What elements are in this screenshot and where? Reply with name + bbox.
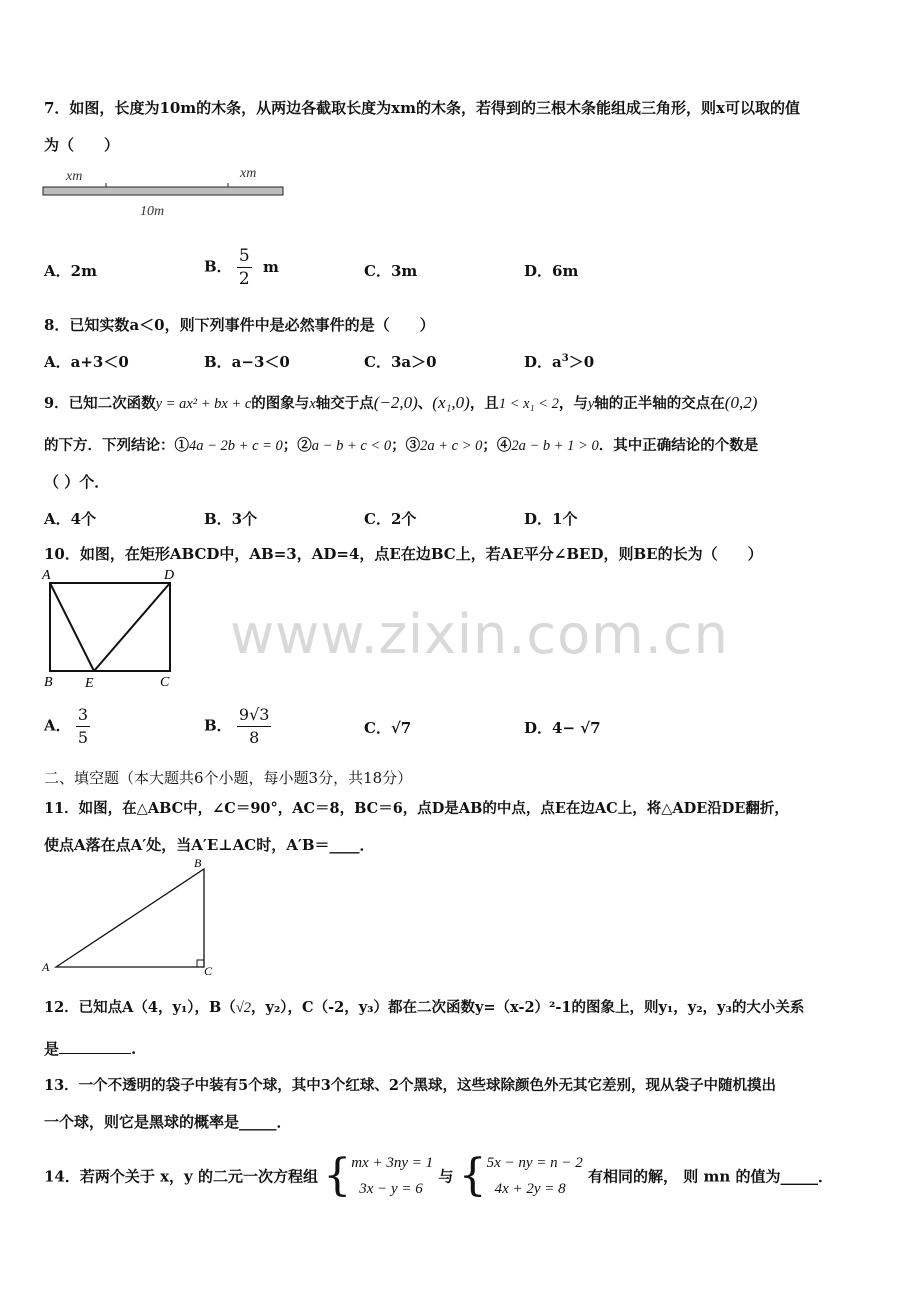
- label-a: A: [42, 960, 50, 974]
- q12-seg: .: [131, 1040, 137, 1058]
- label-c: C: [160, 675, 170, 690]
- q14-system-2-eq2: 4x + 2y = 8: [494, 1181, 566, 1197]
- label-b: B: [194, 856, 202, 870]
- q10-option-d: D．4− √7: [524, 719, 601, 737]
- q8-text: 8．已知实数a＜0，则下列事件中是必然事件的是（ ）: [44, 316, 435, 334]
- q9-seg: 9．已知二次函数: [44, 395, 156, 412]
- label-a: A: [42, 568, 51, 583]
- q9-seg: ；②: [282, 437, 312, 454]
- fraction-numerator: 5: [238, 246, 250, 266]
- fraction-denominator: 8: [249, 728, 260, 747]
- q9-seg: 轴交于点: [315, 395, 374, 412]
- q10-option-b-prefix: B．: [204, 716, 232, 735]
- label-c: C: [204, 964, 213, 978]
- q14-system-2-eq1: 5x − ny = n − 2: [486, 1155, 583, 1171]
- q9-conclusion-1: 4a − 2b + c = 0: [189, 438, 283, 454]
- segment-ae: [50, 583, 94, 671]
- q9-seg: 的图象与: [251, 395, 310, 412]
- q9-inequality: 1 < x₁ < 2: [498, 396, 559, 412]
- q9-seg: ，且: [469, 395, 499, 412]
- right-angle-mark: [197, 960, 204, 967]
- q8-option-d-prefix: D．a: [524, 353, 562, 371]
- q14-system-2-brace: {: [458, 1150, 487, 1201]
- q9-option-a: A．4个: [44, 510, 97, 528]
- q8-option-b: B．a−3＜0: [204, 353, 290, 371]
- q7-option-c: C．3m: [364, 262, 418, 280]
- stick-bar: [43, 187, 283, 195]
- q10-option-c: C．√7: [364, 719, 412, 737]
- triangle-abc: [56, 869, 204, 967]
- q8-option-d-exponent: 3: [561, 353, 569, 364]
- segment-ed: [94, 583, 170, 671]
- q14-system-1: [351, 1150, 433, 1202]
- rectangle-abcd: [50, 583, 170, 671]
- label-e: E: [85, 676, 94, 691]
- q9-conclusion-2: a − b + c < 0: [311, 438, 392, 454]
- q14-text: [44, 1150, 833, 1210]
- q7-option-b: [204, 245, 279, 290]
- q14-seg: 14．若两个关于 x，y 的二元一次方程组: [44, 1167, 318, 1186]
- q12-text-line1: [44, 996, 804, 1017]
- q9-seg: ．其中正确结论的个数是: [598, 437, 759, 454]
- q9-function: y = ax² + bx + c: [155, 396, 252, 412]
- fraction-denominator: 5: [77, 728, 89, 747]
- q7-option-b-unit: m: [262, 257, 279, 276]
- q8-option-d-suffix: ＞0: [568, 353, 595, 371]
- q10-text: 10．如图，在矩形ABCD中，AB=3，AD=4，点E在边BC上，若AE平分∠BED，则BE的长为（ ）: [44, 545, 763, 563]
- q10-option-a-fraction: [76, 704, 90, 749]
- q13-text-line1: 13．一个不透明的袋子中装有5个球，其中3个红球、2个黑球，这些球除颜色外无其它差别，现从袋子中随机摸出: [44, 1077, 776, 1094]
- stick-label-right: xm: [240, 166, 257, 181]
- watermark: www.zixin.com.cn: [230, 603, 729, 666]
- q8-option-a: A．a+3＜0: [44, 353, 129, 371]
- section-2-heading: 二、填空题（本大题共6个小题，每小题3分，共18分）: [44, 769, 413, 787]
- q9-option-c: C．2个: [364, 510, 417, 528]
- q12-text-line2: [44, 1038, 136, 1059]
- q13-text-line2: 一个球，则它是黑球的概率是_____．: [44, 1113, 292, 1131]
- fraction-numerator: 3: [76, 704, 90, 727]
- q9-text-line2: [44, 434, 758, 455]
- q9-seg: 轴的正半轴的交点在: [594, 395, 725, 412]
- q12-seg: ，y₂），C（-2，y₃）都在二次函数y=（x-2）²-1的图象上，则y₁，y₂，y₃的大小关系: [251, 999, 805, 1016]
- q14-system-1-eq2: 3x − y = 6: [359, 1181, 423, 1197]
- q9-point-1: (−2,0): [373, 393, 418, 412]
- q8-option-d: [524, 351, 594, 372]
- q7-option-b-prefix: B．: [204, 257, 232, 276]
- q9-seg: ；④: [482, 437, 512, 454]
- stick-label-bottom: 10m: [140, 204, 165, 219]
- q11-text-line2: 使点A落在点A′处，当A′E⊥AC时，A′B＝____．: [44, 836, 375, 854]
- q7-option-d: D．6m: [524, 262, 579, 280]
- q9-conclusion-4: 2a − b + 1 > 0: [511, 438, 599, 454]
- q14-system-2: [487, 1150, 583, 1202]
- q9-seg: ，与: [558, 395, 588, 412]
- q7-text-line2: 为（ ）: [44, 136, 120, 154]
- q7-option-b-fraction: [237, 245, 252, 290]
- q9-point-3: (0,2): [724, 393, 758, 412]
- q12-seg: 是: [44, 1040, 60, 1058]
- q7-option-a: A．2m: [44, 262, 97, 280]
- q9-conclusion-3: 2a + c > 0: [420, 438, 483, 454]
- q12-sqrt-2: √2: [235, 1000, 252, 1016]
- q10-option-a: [44, 704, 90, 749]
- q9-point-2: (x₁,0): [432, 393, 470, 412]
- q9-text-line1: [44, 392, 757, 413]
- q9-seg: 的下方．下列结论：①: [44, 437, 189, 454]
- q9-y-variable: y: [587, 396, 595, 412]
- q10-option-b: [204, 704, 271, 749]
- q7-text-line1: 7．如图，长度为10m的木条，从两边各截取长度为xm的木条，若得到的三根木条能组成三角形，则x可以取的值: [44, 99, 800, 117]
- q9-seg: ；③: [391, 437, 421, 454]
- q14-system-1-eq1: mx + 3ny = 1: [351, 1155, 434, 1171]
- q9-option-d: D．1个: [524, 510, 578, 528]
- q14-seg: 与: [438, 1167, 454, 1186]
- fraction-denominator: 2: [238, 269, 250, 289]
- q9-seg: 、: [417, 395, 433, 412]
- fraction-numerator: 9√3: [237, 704, 272, 727]
- q12-seg: 12．已知点A（4，y₁），B（: [44, 999, 236, 1016]
- label-d: D: [164, 568, 175, 583]
- q7-stick-figure: [40, 163, 290, 223]
- q14-seg: 有相同的解， 则 mn 的值为_____．: [588, 1167, 833, 1186]
- stick-label-left: xm: [66, 169, 83, 184]
- q14-system-1-brace: {: [323, 1150, 352, 1201]
- q8-option-c: C．3a＞0: [364, 353, 437, 371]
- q11-triangle-figure: [38, 856, 228, 980]
- label-b: B: [44, 675, 53, 690]
- q10-rectangle-figure: [38, 565, 188, 691]
- q11-text-line1: 11．如图，在△ABC中，∠C＝90°，AC＝8，BC＝6，点D是AB的中点，点E在边AC上，将△ADE沿DE翻折，: [44, 800, 789, 817]
- q10-option-a-prefix: A．: [44, 716, 71, 735]
- q12-answer-blank[interactable]: [59, 1039, 131, 1054]
- q9-x-variable: x: [309, 396, 316, 412]
- q10-option-b-fraction: [237, 704, 272, 749]
- q9-option-b: B．3个: [204, 510, 258, 528]
- q9-text-line3: （ ）个．: [44, 473, 110, 491]
